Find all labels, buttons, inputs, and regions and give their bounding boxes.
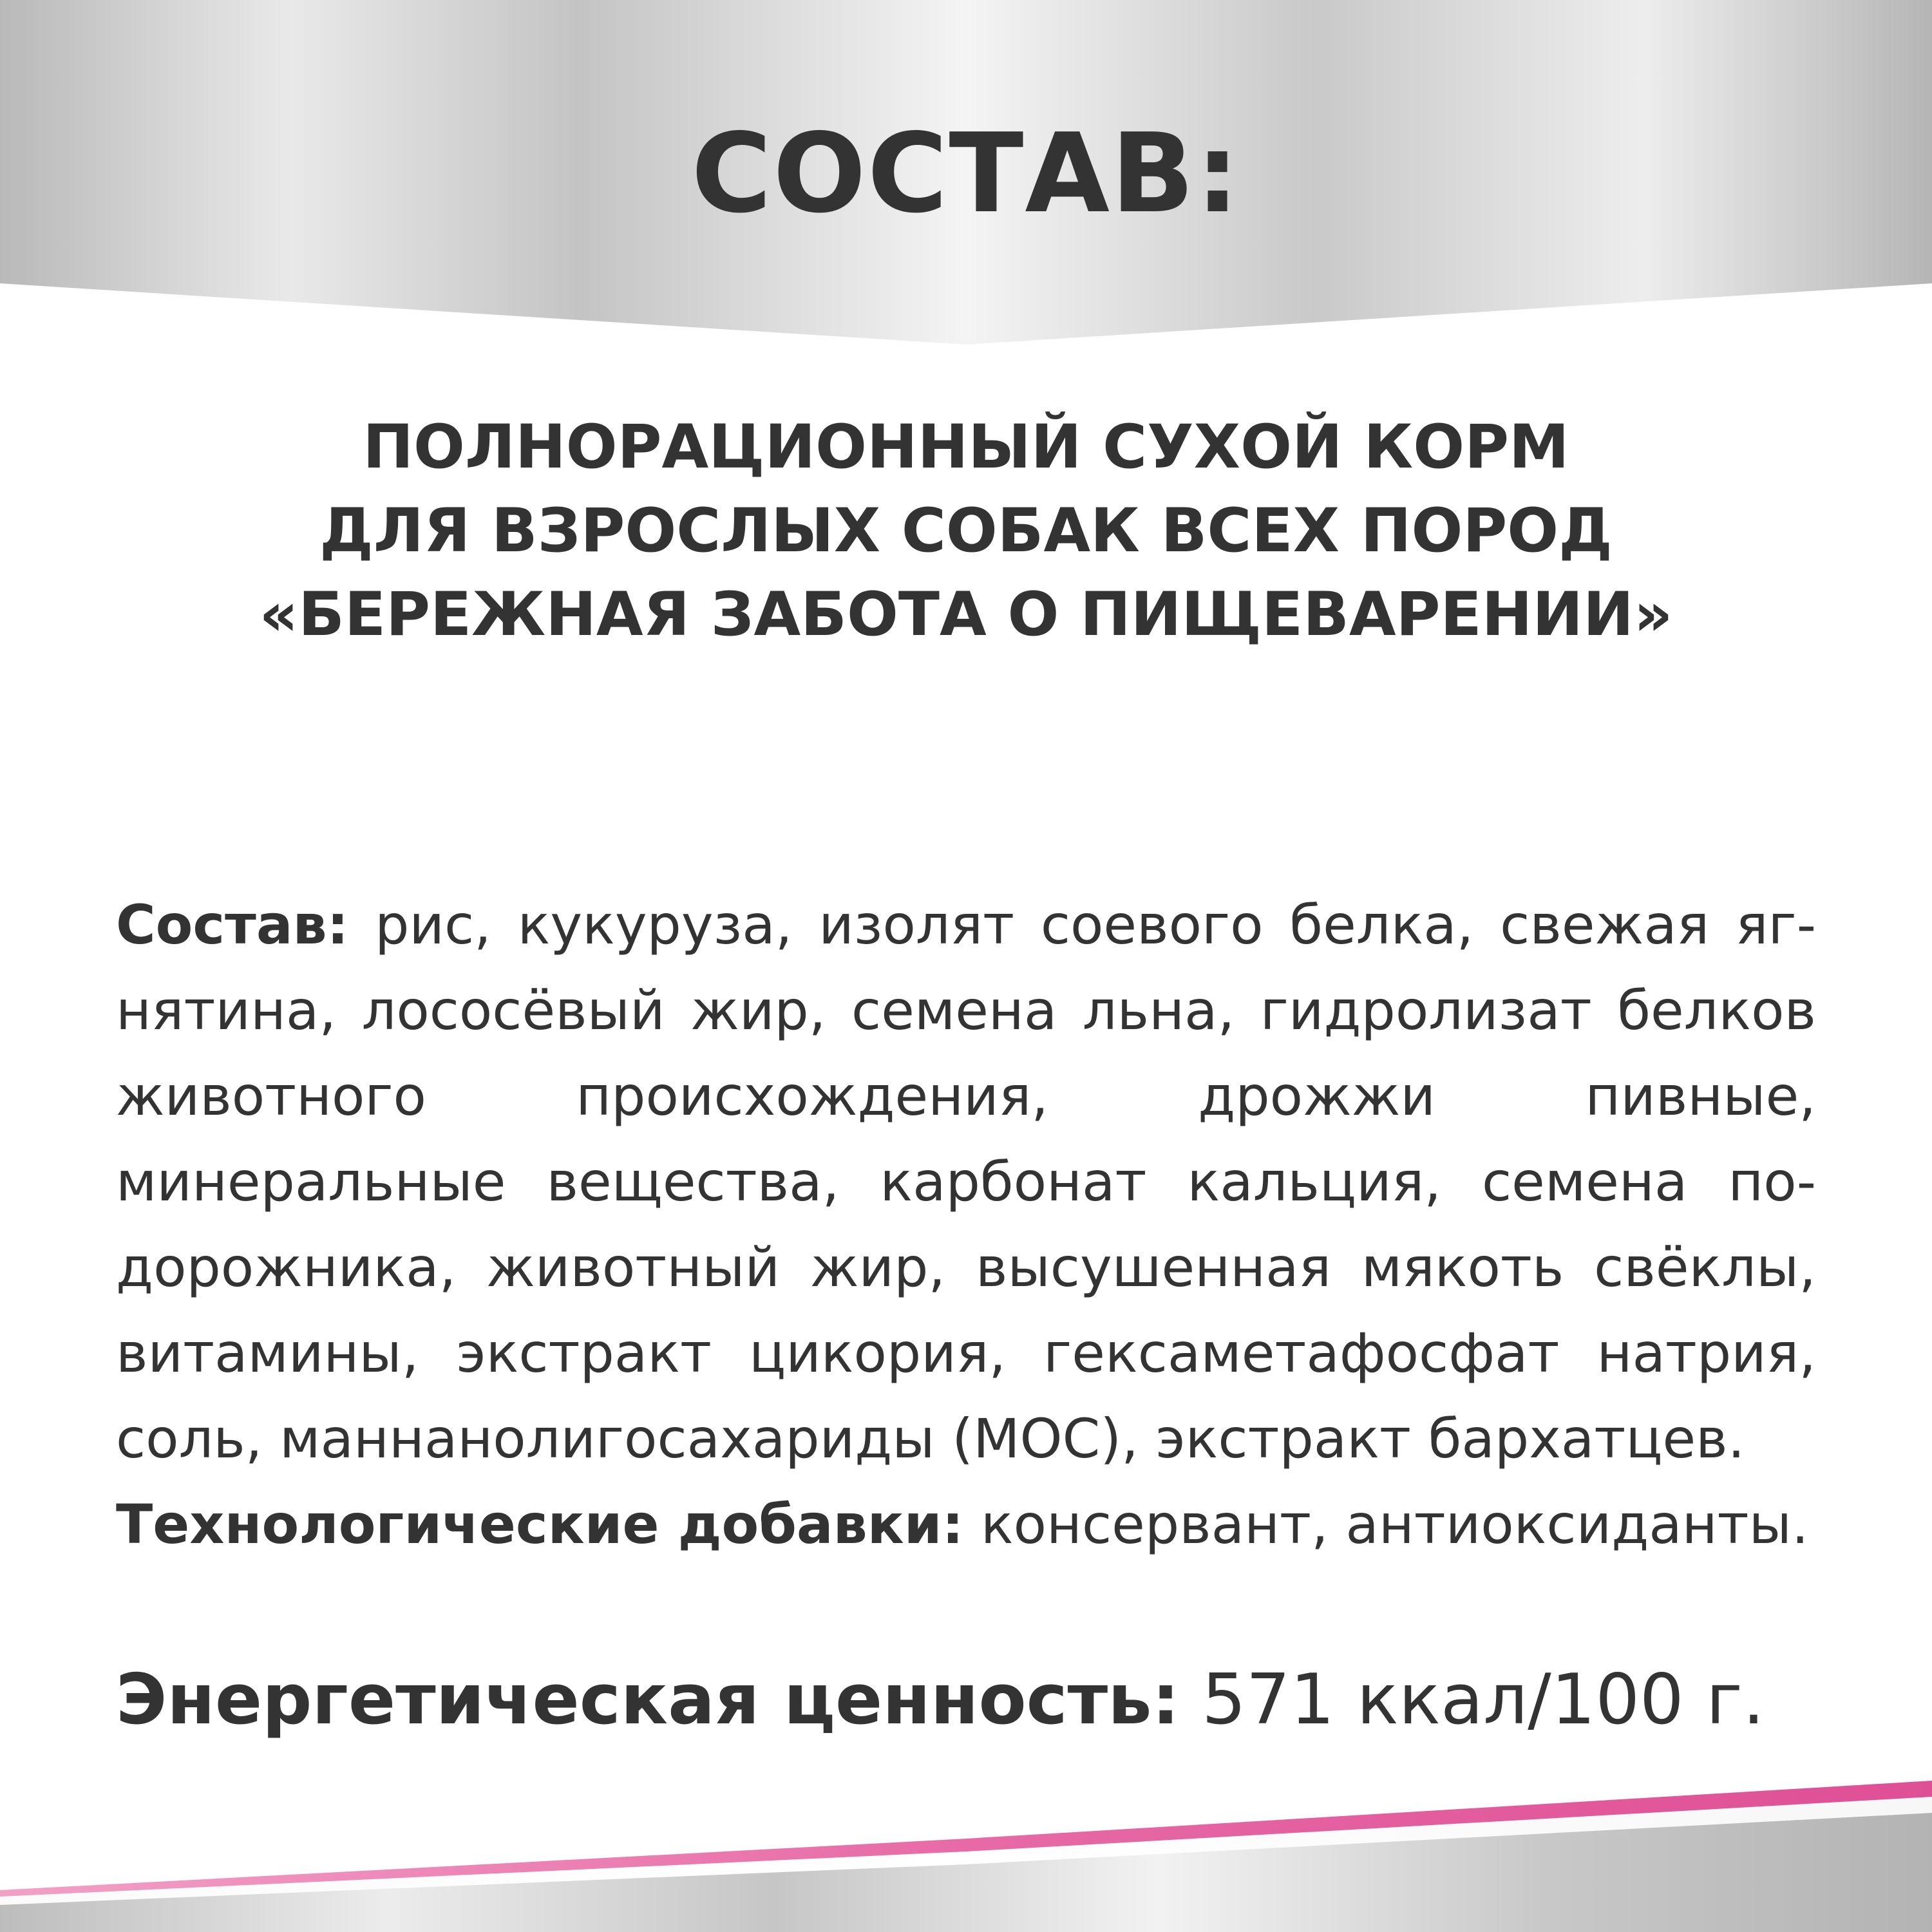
energy-value: 571 ккал/100 г.: [1202, 1660, 1765, 1740]
composition-label: Состав:: [116, 893, 349, 956]
page-title: СОСТАВ:: [691, 110, 1241, 238]
composition-block: [116, 882, 1816, 1567]
subtitle-line-1: ПОЛНОРАЦИОННЫЙ СУХОЙ КОРМ: [363, 412, 1569, 482]
energy-label: Энергетическая ценность:: [116, 1660, 1180, 1740]
subtitle-line-3: «БЕРЕЖНАЯ ЗАБОТА О ПИЩЕВАРЕНИИ»: [259, 580, 1673, 650]
additives-label: Технологические добавки:: [116, 1493, 964, 1556]
bottom-silver-band: [0, 1813, 1932, 1932]
additives-text: консервант, антиоксиданты.: [980, 1493, 1809, 1556]
energy-value-line: [116, 1655, 1816, 1745]
composition-text: рис, кукуруза, изолят соевого белка, свежая ягнятина, лососёвый жир, семена льна, гидролизат белков животного происхождения, дрожжи пивные, минеральные вещества, карбонат кальция, семена подорожника, животный жир, высушенная мякоть свёклы, витамины, экстракт цикория, гексаметафосфат натрия, соль, маннанолигосахариды (МОС), экстракт бархатцев.: [116, 893, 1816, 1470]
product-subtitle: [0, 406, 1932, 657]
subtitle-line-2: ДЛЯ ВЗРОСЛЫХ СОБАК ВСЕХ ПОРОД: [319, 496, 1613, 566]
